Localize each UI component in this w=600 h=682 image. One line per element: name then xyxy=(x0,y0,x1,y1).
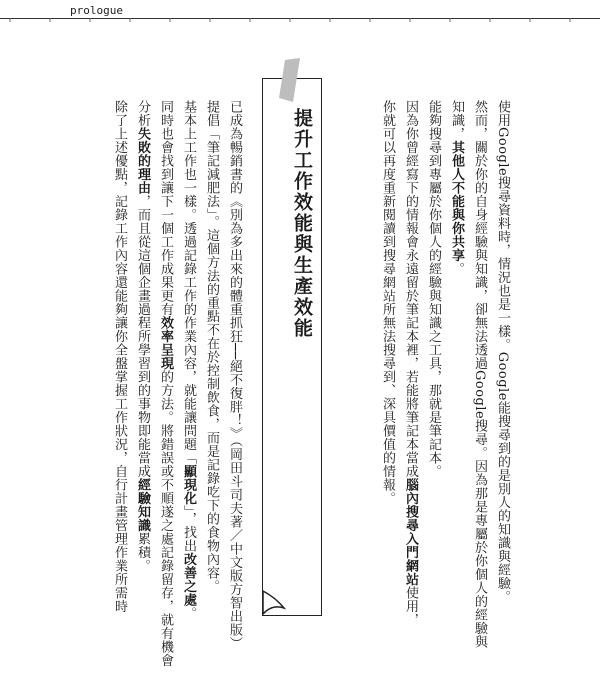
right-text-column-6: 你就可以再度重新閱讀到搜尋網站所無法搜尋到、深具價值的情報。 xyxy=(380,100,395,505)
sidebar-title: 提升工作效能與生產效能 xyxy=(291,108,313,339)
emphasis-text: 效率呈現 xyxy=(158,316,173,370)
emphasis-text: 其他人不能與你共享 xyxy=(449,140,464,262)
right-text-column-1: 使用Google搜尋資料時，情況也是一樣。Google能搜尋到的是別人的知識與經驗。 xyxy=(495,100,510,604)
right-text-column-3: 知識，其他人不能與你共享。 xyxy=(449,100,464,276)
emphasis-text: 改善之處 xyxy=(181,552,196,607)
brush-stroke-decoration xyxy=(279,58,301,104)
left-text-column-1: 已成為暢銷書的《別為多出來的體重抓狂──絕不復胖！》（岡田斗司夫著／中文版方智出版） xyxy=(227,100,242,651)
emphasis-text: 經驗知識 xyxy=(135,478,150,532)
emphasis-text: 失敗的理由 xyxy=(135,127,150,195)
right-text-column-2: 然而，關於你的自身經驗與知識，卻無法透過Google搜尋。因為那是專屬於你個人的經驗與 xyxy=(472,100,487,649)
ruler-ticks xyxy=(0,18,600,24)
left-text-column-4: 同時也會找到讓下一個工作成果更有效率呈現的方法。將錯誤或不順遂之處記錄留存，就有機會 xyxy=(158,100,173,667)
left-text-column-2: 提倡「筆記減肥法」。這個方法的重點不在於控制飲食，而是記錄吃下的食物內容。 xyxy=(204,100,219,593)
section-header-label: prologue xyxy=(70,4,123,17)
emphasis-text: 腦內搜尋入門網站 xyxy=(403,478,418,586)
left-text-column-6: 除了上述優點，記錄工作內容還能夠讓你全盤掌握工作狀況，自行計畫管理作業所需時 xyxy=(112,100,127,613)
right-text-column-5: 因為你曾經寫下的情報會永遠留於筆記本裡，若能將筆記本當成腦內搜尋入門網站使用， xyxy=(403,100,418,627)
emphasis-text: 顯現化 xyxy=(181,464,196,505)
page-curl-decoration xyxy=(262,590,286,616)
left-text-column-5: 分析失敗的理由，而且從這個企畫過程所學習到的事物即能當成經驗知識累積。 xyxy=(135,100,150,573)
right-text-column-4: 能夠搜尋到專屬於你個人的經驗與知識之工具，那就是筆記本。 xyxy=(426,100,441,478)
left-text-column-3: 基本上工作也一樣。透過記錄工作的作業內容，就能讓問題「顯現化」，找出改善之處。 xyxy=(181,100,196,620)
